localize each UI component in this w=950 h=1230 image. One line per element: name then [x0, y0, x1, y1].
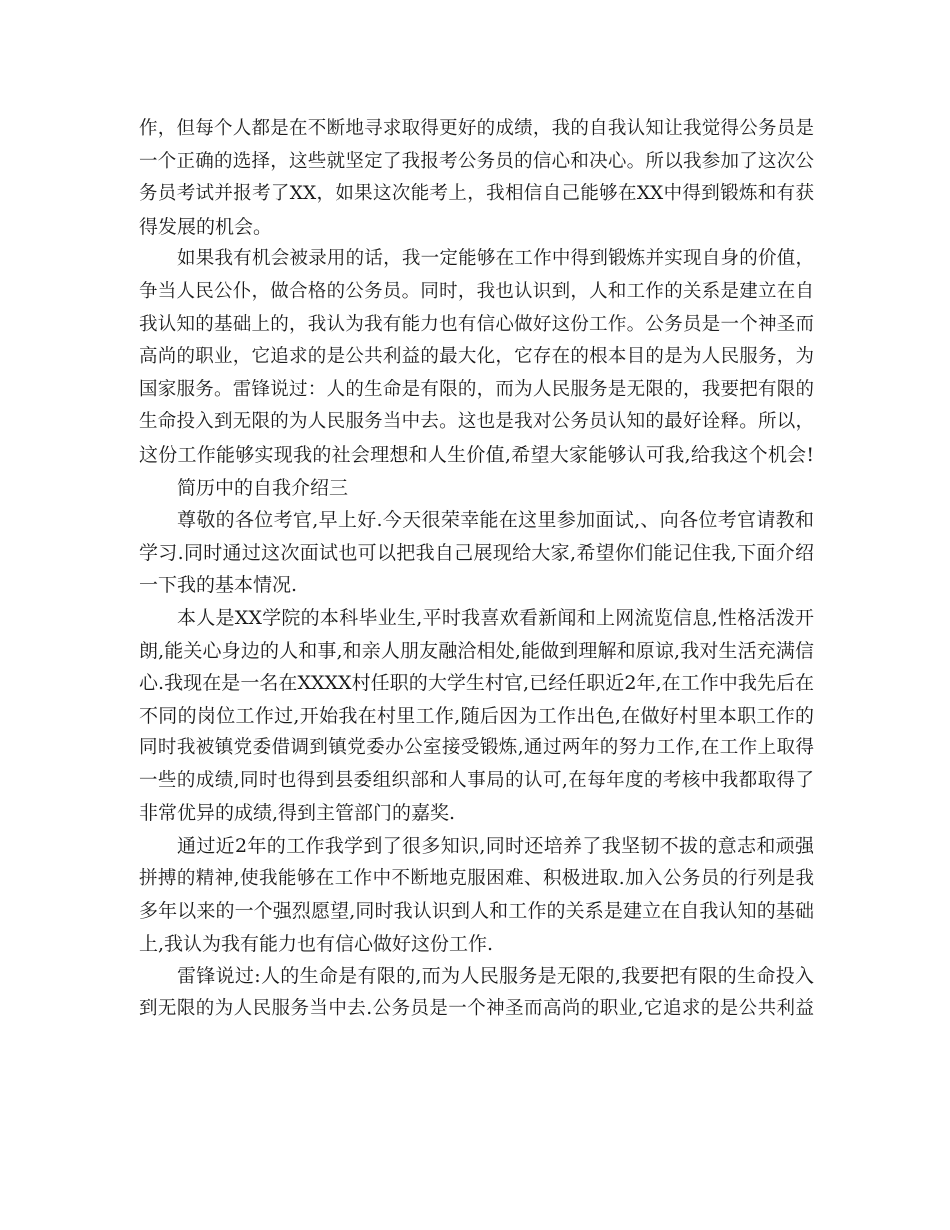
text-line: 高尚的职业，它追求的是公共利益的最大化，它存在的根本目的是为人民服务，为: [139, 346, 814, 368]
text-line: 多年以来的一个强烈愿望,同时我认识到人和工作的关系是建立在自我认知的基础: [139, 900, 814, 923]
paragraph-first-line: 尊敬的各位考官,早上好.今天很荣幸能在这里参加面试,、向各位考官请教和: [177, 509, 814, 532]
text-line: 到无限的为人民服务当中去.公务员是一个神圣而高尚的职业,它追求的是公共利益: [139, 998, 814, 1020]
text-line: 学习.同时通过这次面试也可以把我自己展现给大家,希望你们能记住我,下面介绍: [139, 541, 814, 564]
text-line: 同时我被镇党委借调到镇党委办公室接受锻炼,通过两年的努力工作,在工作上取得: [139, 737, 814, 759]
text-line: 得发展的机会。: [139, 215, 273, 238]
text-line: 心.我现在是一名在XXXX村任职的大学生村官,已经任职近2年,在工作中我先后在: [139, 672, 814, 695]
text-line: 一些的成绩,同时也得到县委组织部和人事局的认可,在每年度的考核中我都取得了: [139, 769, 814, 791]
paragraph-first-line: 如果我有机会被录用的话，我一定能够在工作中得到锻炼并实现自身的价值，: [177, 248, 814, 270]
text-line: 上,我认为我有能力也有信心做好这份工作.: [139, 932, 494, 955]
text-line: 生命投入到无限的为人民服务当中去。这也是我对公务员认知的最好诠释。所以，: [139, 411, 814, 433]
paragraph-first-line: 通过近2年的工作我学到了很多知识,同时还培养了我坚韧不拔的意志和顽强: [177, 835, 814, 858]
body-text: [139, 113, 814, 1026]
text-line: 一个正确的选择，这些就坚定了我报考公务员的信心和决心。所以我参加了这次公: [139, 150, 814, 172]
text-line: 不同的岗位工作过,开始我在村里工作,随后因为工作出色,在做好村里本职工作的: [139, 704, 814, 727]
text-line: 朗,能关心身边的人和事,和亲人朋友融洽相处,能做到理解和原谅,我对生活充满信: [139, 639, 814, 662]
text-line: 作，但每个人都是在不断地寻求取得更好的成绩，我的自我认知让我觉得公务员是: [139, 118, 814, 139]
text-line: 务员考试并报考了XX，如果这次能考上，我相信自己能够在XX中得到锻炼和有获: [139, 183, 814, 205]
text-line: 非常优异的成绩,得到主管部门的嘉奖.: [139, 802, 456, 825]
text-line: 这份工作能够实现我的社会理想和人生价值,希望大家能够认可我,给我这个机会!: [139, 443, 814, 466]
text-line: 我认知的基础上的，我认为我有能力也有信心做好这份工作。公务员是一个神圣而: [139, 313, 814, 335]
text-line: 国家服务。雷锋说过：人的生命是有限的，而为人民服务是无限的，我要把有限的: [139, 378, 814, 400]
paragraph-first-line: 简历中的自我介绍三: [177, 476, 349, 499]
text-line: 拼搏的精神,使我能够在工作中不断地克服困难、积极进取.加入公务员的行列是我: [139, 867, 814, 889]
paragraph-first-line: 雷锋说过:人的生命是有限的,而为人民服务是无限的,我要把有限的生命投入: [177, 965, 814, 988]
text-line: 争当人民公仆，做合格的公务员。同时，我也认识到，人和工作的关系是建立在自: [139, 280, 814, 302]
text-line: 一下我的基本情况.: [139, 574, 298, 597]
paragraph-first-line: 本人是XX学院的本科毕业生,平时我喜欢看新闻和上网流览信息,性格活泼开: [177, 606, 814, 629]
